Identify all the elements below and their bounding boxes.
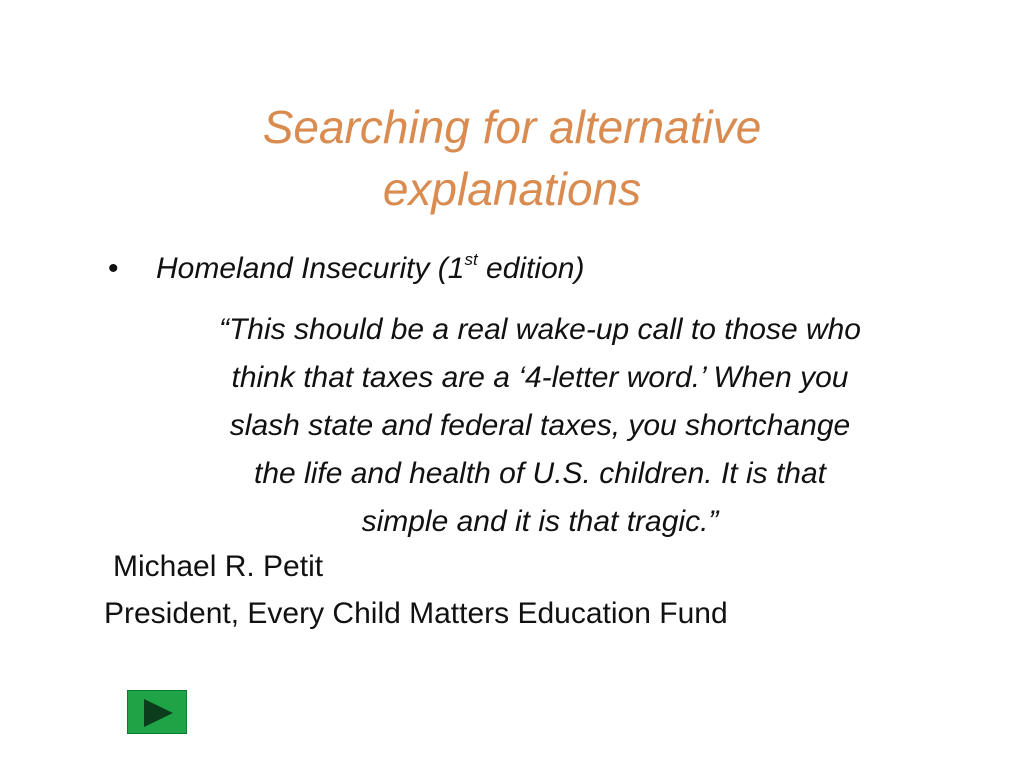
bullet-text-main: Homeland Insecurity (1 bbox=[156, 252, 465, 285]
quote-line: slash state and federal taxes, you shortchange bbox=[229, 409, 851, 442]
quote-line: “This should be a real wake-up call to those who bbox=[218, 313, 861, 346]
author-affiliation: President, Every Child Matters Education Fund bbox=[104, 597, 728, 630]
quote-author: Michael R. Petit bbox=[113, 550, 324, 583]
next-slide-button[interactable] bbox=[127, 690, 187, 734]
quote-line: simple and it is that tragic.” bbox=[361, 505, 719, 538]
slide-title: Searching for alternative explanations bbox=[262, 101, 762, 215]
play-triangle-icon bbox=[128, 691, 188, 735]
bullet-superscript: st bbox=[464, 250, 478, 269]
quote-line: the life and health of U.S. children. It is that bbox=[254, 457, 826, 490]
quote-line: think that taxes are a ‘4-letter word.’ When you bbox=[231, 361, 849, 394]
bullet-text-end: edition) bbox=[477, 252, 585, 285]
bullet-text bbox=[156, 248, 584, 290]
quote-block bbox=[140, 306, 940, 546]
bullet-marker: • bbox=[108, 252, 119, 285]
